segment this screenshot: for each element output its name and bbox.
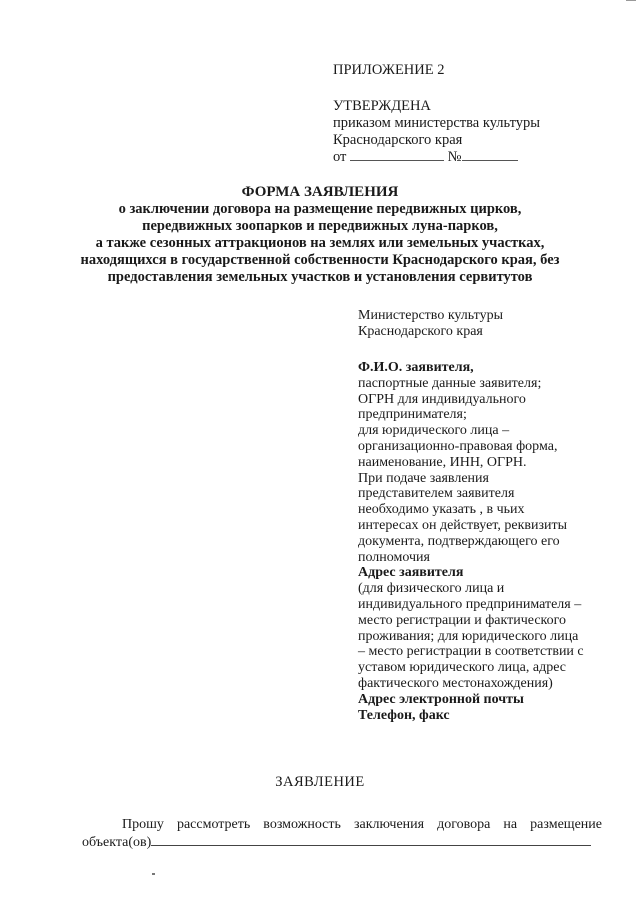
order-date-number-line [333, 149, 593, 166]
applicant-detail-line: полномочия [358, 549, 430, 565]
form-subtitle-line: а также сезонных аттракционов на землях или земельных участках, [95, 235, 545, 251]
request-block [82, 816, 602, 852]
applicant-email-label: Адрес электронной почты [358, 691, 524, 707]
form-subtitle-line: передвижных зоопарков и передвижных луна-парков, [142, 218, 498, 234]
approval-block [333, 62, 593, 166]
applicant-phone-label: Телефон, факс [358, 707, 450, 723]
number-blank [462, 150, 518, 161]
date-blank [350, 150, 444, 161]
page-corner-mark [626, 0, 636, 1]
address-detail-line: фактического местонахождения) [358, 675, 553, 691]
applicant-detail-line: паспортные данные заявителя; [358, 375, 542, 391]
addressee-line-1: Министерство культуры [358, 308, 503, 323]
applicant-block [358, 360, 628, 723]
appendix-label: ПРИЛОЖЕНИЕ 2 [333, 62, 445, 78]
number-sign: № [447, 149, 462, 165]
applicant-detail-line: документа, подтверждающего его [358, 533, 560, 549]
scan-speck [152, 873, 155, 875]
applicant-detail-line: для юридического лица – [358, 423, 510, 439]
addressee-line-2: Краснодарского края [358, 324, 483, 339]
applicant-detail-line: представителем заявителя [358, 486, 515, 502]
applicant-detail-line: необходимо указать , в чьих [358, 502, 525, 518]
approved-label: УТВЕРЖДЕНА [333, 98, 431, 114]
form-title-block [40, 184, 600, 286]
applicant-detail-line: ОГРН для индивидуального [358, 391, 526, 407]
applicant-detail-line: предпринимателя; [358, 407, 467, 423]
order-line-1: приказом министерства культуры [333, 115, 540, 131]
address-detail-line: место регистрации и фактического [358, 612, 567, 628]
request-line-1: Прошу рассмотреть возможность заключения договора на размещение [122, 817, 602, 832]
address-detail-line: проживания; для юридического лица [358, 628, 579, 644]
request-line-2 [82, 834, 602, 852]
applicant-detail-line: организационно-правовая форма, [358, 438, 558, 454]
object-label: объекта(ов) [82, 835, 152, 850]
applicant-address-label: Адрес заявителя [358, 565, 464, 581]
applicant-detail-line: При подаче заявления [358, 470, 489, 486]
applicant-detail-line: наименование, ИНН, ОГРН. [358, 454, 527, 470]
statement-title: ЗАЯВЛЕНИЕ [275, 774, 365, 790]
form-title: ФОРМА ЗАЯВЛЕНИЯ [241, 184, 399, 200]
date-prefix: от [333, 149, 347, 165]
form-subtitle-line: предоставления земельных участков и установления сервитутов [107, 269, 533, 285]
address-detail-line: индивидуального предпринимателя – [358, 596, 582, 612]
address-detail-line: уставом юридического лица, адрес [358, 660, 566, 676]
address-detail-line: – место регистрации в соответствии с [358, 644, 584, 660]
applicant-detail-line: интересах он действует, реквизиты [358, 517, 568, 533]
address-detail-line: (для физического лица и [358, 581, 505, 597]
order-line-2: Краснодарского края [333, 132, 463, 148]
applicant-fio-label: Ф.И.О. заявителя, [358, 360, 474, 375]
object-blank-line [151, 834, 591, 846]
form-subtitle-line: находящихся в государственной собственности Краснодарского края, без [80, 252, 560, 268]
addressee-block [358, 308, 618, 340]
form-subtitle-line: о заключении договора на размещение передвижных цирков, [118, 201, 522, 217]
